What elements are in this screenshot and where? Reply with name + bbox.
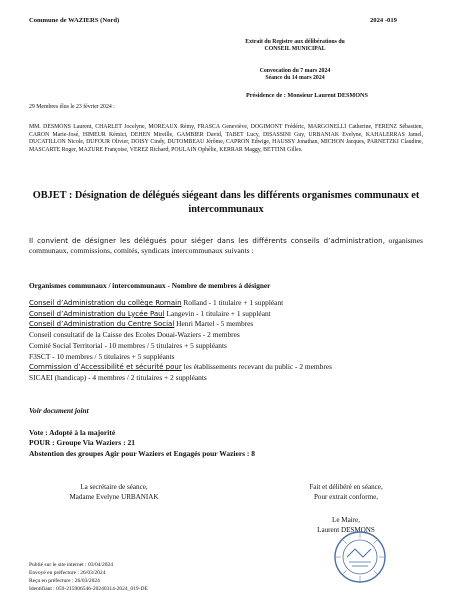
organisme-underlined: Conseil d’Administration du Lycée Paul: [29, 309, 165, 318]
vote-abstention: Abstention des groupes Agir pour Waziers et Engagés pour Waziers : 8: [29, 448, 256, 458]
organisme-item: [29, 341, 429, 352]
organisme-underlined: Commission d’Accessibilité et sécurité pour: [29, 363, 182, 372]
mayor-title: Le Maire,: [332, 516, 360, 524]
organisme-item: [29, 298, 429, 309]
organisme-text: Henri Martel - 5 membres: [174, 319, 254, 329]
organisme-text: les établissements recevant du public - 2 membres: [181, 362, 332, 372]
footer-identifier: Identifiant : 059-215906546-20240314-2024_019-DE: [29, 585, 148, 592]
secretary-name: Madame Evelyne URBANIAK: [69, 493, 159, 501]
extract-heading: [230, 39, 360, 53]
intro-handwritten: Il convient de désigner les délégués pour siéger dans les différents conseils d’administration,: [29, 237, 386, 245]
convocation-block: [230, 68, 360, 82]
deliberated-line-2: Pour extrait conforme,: [313, 493, 379, 501]
organisme-text: Comité Social Territorial - 10 membres / 5 titulaires + 5 suppléants: [29, 340, 227, 350]
intro-rest: organismes communaux, commissions, comités, syndicats intercommunaux suivants :: [29, 236, 423, 256]
deliberated-block: [281, 482, 411, 502]
organismes-list: [29, 298, 429, 384]
organisme-text: Langevin - 1 titulaire + 1 suppléant: [164, 308, 271, 318]
objet-title: OBJET : Désignation de délégués siégeant dans les différents organismes communaux et intercommunaux: [32, 190, 420, 215]
footer-received: Reçu en préfecture : 26/03/2024: [29, 577, 100, 584]
vote-block: [29, 428, 255, 459]
organisme-underlined: Conseil d’Administration du Centre Social: [29, 320, 175, 329]
extract-line-2: CONSEIL MUNICIPAL: [264, 46, 326, 53]
voir-document-joint: Voir document joint: [29, 406, 89, 415]
organisme-text: Rolland - 1 titulaire + 1 suppléant: [181, 298, 284, 307]
deliberated-line-1: Fait et délibéré en séance,: [309, 483, 383, 491]
organisme-text: Conseil consultatif de la Caisse des Ecoles Douai-Waziers - 2 membres: [29, 330, 240, 340]
vote-pour: POUR : Groupe Via Waziers : 21: [29, 438, 135, 448]
presidence: Présidence de : Monsieur Laurent DESMONS: [246, 92, 368, 99]
members-count: 29 Membres élus le 23 février 2024 :: [29, 104, 115, 110]
secretary-signature: [49, 482, 179, 502]
intro-paragraph: [29, 236, 423, 256]
footer-published: Publié sur le site internet : 03/04/2024: [29, 562, 114, 568]
mayor-name: Laurent DESMONS: [317, 526, 375, 534]
organisme-item: [29, 319, 429, 330]
vote-result: Vote : Adopté à la majorité: [29, 428, 116, 437]
organisme-item: [29, 352, 429, 363]
footer-metadata: [29, 562, 148, 594]
organisme-underlined: Conseil d’Administration du collège Romain: [29, 299, 182, 307]
convocation-date: Convocation du 7 mars 2024: [259, 68, 331, 74]
members-list: MM. DESMONS Laurent, CHARLET Jocelyne, MOREAUX Rémy, FRASCA Geneviève, DOGIMONT Frédéric, MARGONELLI Catherine, FERENZ Sébastien, CARON Marie-José, HIMEUR Kémici, DEHEN Mireille, GAMBIER David, TABET Lucy, DISASSINI Guy, URBANIAK Evelyne, KAHALERRAS Jamel, DUCATILLON Nicole, DUFOUR Olivier, DOISY Cindy, DUTOMBEAU Jérôme, CAPRON Edwige, HAUSSY Jonathan, MICHON Jacques, PARNETZKI Claudine, MASCARTE Roger, MAZURE Françoise, VEREZ Richard, POULAIN Ophélie, KERRAR Maggy, BETTINI Gilles.: [29, 124, 423, 153]
organisme-text: SICAEI (handicap) - 4 membres / 2 titulaires + 2 suppléants: [29, 372, 207, 382]
organisme-item: [29, 330, 429, 341]
footer-sent: Envoyé en préfecture : 26/03/2024: [29, 569, 106, 576]
secretary-title: La secrétaire de séance,: [80, 483, 148, 491]
organismes-title: Organismes communaux / intercommunaux - Nombre de membres à désigner: [29, 281, 271, 290]
organisme-item: [29, 373, 429, 384]
extract-line-1: Extrait du Registre aux délibérations du: [245, 39, 345, 45]
commune-name: Commune de WAZIERS (Nord): [29, 17, 120, 24]
organisme-text: F3SCT - 10 membres / 5 titulaires + 5 suppléants: [29, 351, 175, 361]
session-date: Séance du 14 mars 2024: [265, 75, 325, 82]
organisme-item: [29, 309, 429, 320]
deliberation-ref: 2024 -019: [370, 17, 397, 24]
commune-seal-stamp: [333, 530, 387, 584]
organisme-item: [29, 362, 429, 373]
